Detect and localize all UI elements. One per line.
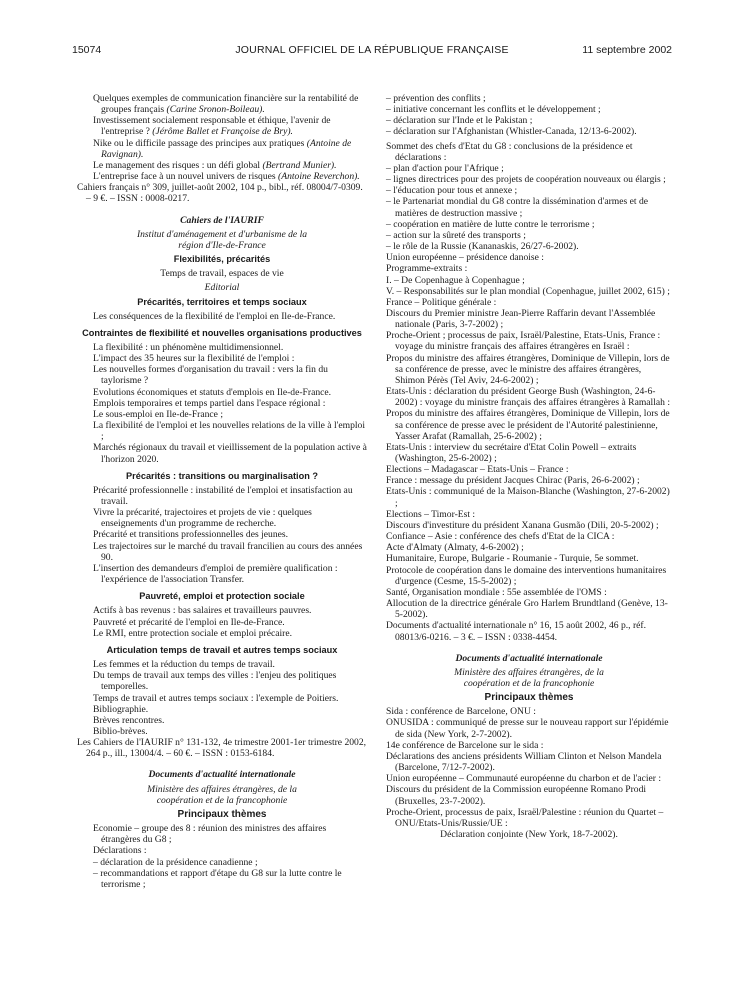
article-entry: Biblio-brèves. [93, 725, 148, 737]
article-entry: Les femmes et la réduction du temps de travail. [93, 659, 275, 671]
section-heading: Principaux thèmes [177, 808, 267, 820]
article-entry: Etats-Unis : interview du secrétaire d'Etat Colin Powell – extraits (Washington, 25-6-2002) ; [386, 441, 637, 464]
article-entry: Economie – groupe des 8 : réunion des ministres des affaires étrangères du G8 ; [93, 823, 327, 846]
article-entry: Programme-extraits : [386, 263, 468, 275]
article-entry: Discours du Premier ministre Jean-Pierre Raffarin devant l'Assemblée nationale (Paris, 3-7-2002) ; [386, 307, 656, 331]
publication-title: Cahiers de l'IAURIF [180, 214, 264, 226]
publication-title: Documents d'actualité internationale [455, 652, 603, 664]
section-heading: Pauvreté, emploi et protection sociale [139, 591, 305, 602]
journal-title: JOURNAL OFFICIEL DE LA RÉPUBLIQUE FRANÇAISE [235, 44, 509, 56]
page-number: 15074 [72, 44, 102, 56]
article-entry: Etats-Unis : communiqué de la Maison-Blanche (Washington, 27-6-2002) ; [386, 486, 670, 509]
publication-reference: Les Cahiers de l'IAURIF n° 131-132, 4e trimestre 2001-1er trimestre 2002, 264 p., ill., 13004/4. – 60 €. – ISSN : 0153-6184. [77, 737, 367, 760]
subheading: Editorial [204, 282, 240, 294]
article-entry: Propos du ministre des affaires étrangères, Dominique de Villepin, lors de sa conférence de presse avec le président de l'Autorité palestinienne, Yasser Arafat (Ramallah, 25-6-2002) ; [386, 408, 670, 442]
publisher-name: Ministère des affaires étrangères, de la coopération et de la francophonie [147, 783, 297, 806]
article-entry: Proche-Orient ; processus de paix, Israël/Palestine, Etats-Unis, France : voyage du ministre français des affaires étrangères en Israël : [386, 330, 661, 353]
article-entry: Sommet des chefs d'Etat du G8 : conclusions de la présidence et déclarations : [386, 140, 633, 163]
publisher-name: Institut d'aménagement et d'urbanisme de la région d'Ile-de-France [136, 228, 308, 251]
article-entry: L'insertion des demandeurs d'emploi de première qualification : l'expérience de l'association Transfer. [93, 562, 338, 586]
article-entry: Déclarations des anciens présidents William Clinton et Nelson Mandela (Barcelone, 7/12-7-2002). [386, 750, 662, 774]
article-entry: Les conséquences de la flexibilité de l'emploi en Ile-de-France. [93, 310, 336, 322]
list-item: – lignes directrices pour des projets de coopération nouveaux ou élargis ; [386, 174, 666, 186]
article-entry: Les nouvelles formes d'organisation du travail : vers la fin du taylorisme ? [93, 364, 328, 387]
article-entry: Union européenne – présidence danoise : [386, 252, 544, 264]
article-entry: Acte d'Almaty (Almaty, 4-6-2002) ; [386, 542, 524, 554]
list-item: – prévention des conflits ; [386, 93, 486, 104]
article-entry: Les trajectoires sur le marché du travail francilien au cours des années 90. [93, 540, 363, 563]
article-entry: Le RMI, entre protection sociale et emploi précaire. [93, 627, 292, 639]
page-header [72, 44, 672, 58]
article-entry: Propos du ministre des affaires étrangères, Dominique de Villepin, lors de sa conférence de presse, avec le ministre des affaires étrangères, Shimon Pérès (Tel Aviv, 24-6-2002) ; [386, 352, 670, 386]
section-heading: Précarités, territoires et temps sociaux [137, 296, 307, 307]
article-entry: Quelques exemples de communication financière sur la rentabilité de groupes français (Carine Sronon-Boileau). [93, 93, 359, 116]
publication-reference: Documents d'actualité internationale n° 16, 15 août 2002, 46 p., réf. 08013/6-0216. – 3 €. – ISSN : 0338-4454. [386, 620, 646, 643]
article-entry: Investissement socialement responsable et éthique, l'avenir de l'entreprise ? (Jérôme Ballet et Françoise de Bry). [93, 115, 331, 138]
article-entry: Déclaration conjointe (New York, 18-7-2002). [440, 829, 618, 840]
article-entry: Brèves rencontres. [93, 714, 165, 726]
article-entry: Le management des risques : un défi global (Bertrand Munier). [93, 159, 337, 171]
article-entry: La flexibilité : un phénomène multidimensionnel. [93, 341, 284, 353]
publication-reference: Cahiers français n° 309, juillet-août 2002, 104 p., bibl., réf. 08004/7-0309. – 9 €. – ISSN : 0008-0217. [77, 182, 363, 205]
article-entry: L'impact des 35 heures sur la flexibilité de l'emploi : [93, 353, 295, 365]
article-entry: Bibliographie. [93, 703, 149, 715]
article-entry: Elections – Timor-Est : [386, 508, 476, 520]
article-entry: L'entreprise face à un nouvel univers de risques (Antoine Reverchon). [93, 171, 360, 183]
list-item: – coopération en matière de lutte contre le terrorisme ; [386, 218, 595, 230]
article-entry: Proche-Orient, processus de paix, Israël/Palestine : réunion du Quartet – ONU/Etats-Unis/Russie/UE : [386, 806, 664, 829]
article-entry: Etats-Unis : déclaration du président George Bush (Washington, 24-6-2002) : voyage du ministre français des affaires étrangères à Ramallah : [386, 386, 671, 409]
list-item: – le Partenariat mondial du G8 contre la dissémination d'armes et de matières de destruction massive ; [386, 196, 649, 219]
publication-title: Documents d'actualité internationale [148, 769, 296, 781]
article-entry: Humanitaire, Europe, Bulgarie - Roumanie - Turquie, 5e sommet. [386, 553, 639, 565]
article-entry: Actifs à bas revenus : bas salaires et travailleurs pauvres. [93, 605, 312, 617]
article-entry: Marchés régionaux du travail et vieillissement de la population active à l'horizon 2020. [93, 442, 367, 465]
list-item: – déclaration sur l'Inde et le Pakistan ; [386, 115, 533, 127]
article-entry: Evolutions économiques et statuts d'emplois en Ile-de-France. [93, 386, 332, 398]
article-entry: Le sous-emploi en Ile-de-France ; [93, 408, 223, 420]
issue-date: 11 septembre 2002 [582, 44, 672, 56]
list-item: – initiative concernant les conflits et le développement ; [386, 104, 601, 116]
list-item: V. – Responsabilités sur le plan mondial (Copenhague, juillet 2002, 615) ; [386, 285, 670, 297]
list-item: – action sur la sûreté des transports ; [386, 229, 526, 241]
article-entry: Nike ou le difficile passage des principes aux pratiques (Antoine de Ravignan). [93, 137, 352, 160]
article-entry: Précarité professionnelle : instabilité de l'emploi et insatisfaction au travail. [93, 484, 353, 507]
article-entry: Sida : conférence de Barcelone, ONU : [386, 706, 536, 718]
article-entry: Du temps de travail aux temps des villes : l'enjeu des politiques temporelles. [93, 670, 337, 693]
article-entry: Allocution de la directrice générale Gro Harlem Brundtland (Genève, 13-5-2002). [386, 598, 668, 621]
article-entry: 14e conférence de Barcelone sur le sida : [386, 739, 544, 751]
list-item: I. – De Copenhague à Copenhague ; [386, 274, 525, 286]
article-entry: Précarité et transitions professionnelles des jeunes. [93, 529, 289, 541]
publisher-name: Ministère des affaires étrangères, de la coopération et de la francophonie [454, 666, 604, 689]
article-entry: Vivre la précarité, trajectoires et projets de vie : quelques enseignements d'un programme de recherche. [93, 507, 312, 530]
section-heading: Principaux thèmes [484, 692, 574, 704]
section-heading: Articulation temps de travail et autres temps sociaux [106, 644, 338, 655]
article-entry: Pauvreté et précarité de l'emploi en Ile-de-France. [93, 616, 285, 628]
article-entry: Confiance – Asie : conférence des chefs d'Etat de la CICA : [386, 531, 615, 543]
article-entry: Emplois temporaires et temps partiel dans l'espace régional : [93, 397, 326, 409]
list-item: – le rôle de la Russie (Kananaskis, 26/27-6-2002). [386, 241, 579, 253]
article-entry: Discours du président de la Commission européenne Romano Prodi (Bruxelles, 23-7-2002). [386, 784, 647, 807]
right-column [386, 93, 672, 840]
article-entry: Santé, Organisation mondiale : 55e assemblée de l'OMS : [386, 586, 607, 598]
article-entry: – recommandations et rapport d'étape du G8 sur la lutte contre le terrorisme ; [93, 867, 342, 890]
article-entry: ONUSIDA : communiqué de presse sur le nouveau rapport sur l'épidémie de sida (New York, 2-7-2002). [386, 717, 669, 740]
list-item: – déclaration sur l'Afghanistan (Whistler-Canada, 12/13-6-2002). [386, 126, 637, 138]
article-entry: Elections – Madagascar – Etats-Unis – France : [386, 464, 569, 476]
article-entry: Discours d'investiture du président Xanana Gusmão (Dili, 20-5-2002) ; [386, 519, 659, 531]
section-heading: Contraintes de flexibilité et nouvelles organisations productives [82, 327, 362, 338]
article-entry: La flexibilité de l'emploi et les nouvelles relations de la ville à l'emploi ; [93, 420, 366, 443]
list-item: – plan d'action pour l'Afrique ; [386, 162, 504, 174]
list-item: – l'éducation pour tous et annexe ; [386, 185, 518, 197]
section-heading: Flexibilités, précarités [173, 254, 271, 265]
article-entry: Protocole de coopération dans le domaine des interventions humanitaires d'urgence (Cesme, 15-5-2002) ; [386, 564, 667, 587]
article-entry: – déclaration de la présidence canadienne ; [93, 856, 258, 868]
article-entry: France : message du président Jacques Chirac (Paris, 26-6-2002) ; [386, 475, 640, 487]
article-entry: Temps de travail et autres temps sociaux : l'exemple de Poitiers. [93, 692, 339, 704]
section-heading: Précarités : transitions ou marginalisation ? [126, 470, 318, 481]
article-entry: Déclarations : [93, 845, 147, 857]
article-entry: Union européenne – Communauté européenne du charbon et de l'acier : [386, 773, 662, 785]
left-column [77, 93, 367, 890]
article-entry: France – Politique générale : [386, 296, 497, 308]
subheading: Temps de travail, espaces de vie [160, 268, 284, 280]
